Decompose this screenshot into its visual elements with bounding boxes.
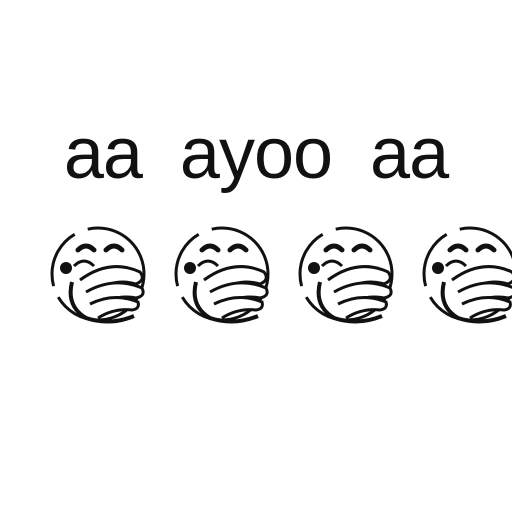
emoji-row xyxy=(42,222,512,332)
hand-over-mouth-emoji-icon xyxy=(42,222,154,326)
hand-over-mouth-emoji-icon xyxy=(414,222,512,326)
hand-over-mouth-emoji-icon xyxy=(166,222,278,326)
hand-over-mouth-emoji-icon xyxy=(290,222,402,326)
caption-text: aa ayoo aa xyxy=(63,114,449,194)
